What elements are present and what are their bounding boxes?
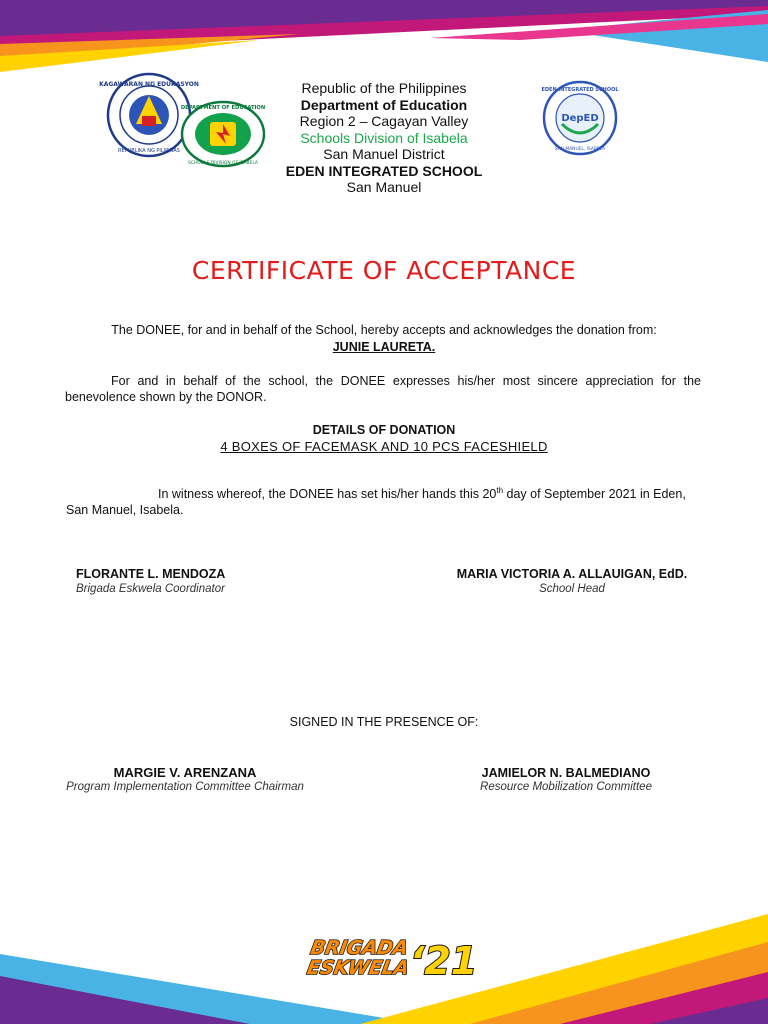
brigada-eskwela-logo (300, 930, 480, 990)
committee-chairman-name: MARGIE V. ARENZANA (113, 765, 257, 780)
letterhead-region: Region 2 – Cagayan Valley (299, 113, 469, 129)
brigada-logo-line2: ESKWELA (305, 956, 411, 979)
appreciation-paragraph: For and in behalf of the school, the DONEE expresses his/her most sincere appreciation for the benevolence shown by the DONOR. (65, 374, 701, 404)
brigada-logo-year: ‘21 (410, 939, 478, 983)
coordinator-role: Brigada Eskwela Coordinator (76, 583, 225, 595)
coordinator-name: FLORANTE L. MENDOZA (76, 567, 226, 581)
letterhead-division: Schools Division of Isabela (300, 129, 468, 146)
deped-seal-ring-text: KAGAWARAN NG EDUKASYON (99, 81, 199, 88)
details-heading: DETAILS OF DONATION (312, 423, 456, 437)
witness-text-line2: San Manuel, Isabela. (66, 503, 184, 518)
top-decorative-banner (0, 0, 768, 80)
division-seal-ring-text: DEPARTMENT OF EDUCATION (180, 105, 266, 111)
signed-in-presence-label: SIGNED IN THE PRESENCE OF: (289, 715, 479, 729)
letterhead-school-name: EDEN INTEGRATED SCHOOL (285, 162, 483, 179)
brigada-logo-line1: BRIGADA (308, 936, 410, 959)
letterhead (200, 80, 568, 196)
resource-committee-role: Resource Mobilization Committee (480, 781, 652, 793)
donor-name: JUNIE LAURETA. (332, 340, 436, 354)
school-head-role: School Head (539, 583, 605, 595)
details-text: 4 BOXES OF FACEMASK AND 10 PCS FACESHIELD (220, 439, 548, 454)
school-head-name: MARIA VICTORIA A. ALLAUIGAN, EdD. (456, 567, 688, 581)
division-seal-bottom-text: SCHOOLS DIVISION OF ISABELA (188, 161, 258, 166)
school-seal-bottom-text: SAN MANUEL, ISABELA (554, 147, 606, 152)
witness-text-after: day of September 2021 in Eden, (503, 487, 686, 502)
witness-text-before: In witness whereof, the DONEE has set his/her hands this 20 (158, 487, 497, 502)
deped-seal-bottom-text: REPUBLIKA NG PILIPINAS (118, 148, 180, 154)
acceptance-paragraph: The DONEE, for and in behalf of the School, hereby accepts and acknowledges the donation from: (111, 323, 657, 337)
witness-text-superscript: th (496, 486, 504, 495)
letterhead-town: San Manuel (346, 179, 422, 195)
school-seal-center-text: DepED (561, 113, 599, 124)
certificate-title: CERTIFICATE OF ACCEPTANCE (191, 256, 577, 285)
letterhead-department: Department of Education (300, 96, 468, 113)
letterhead-district: San Manuel District (323, 146, 445, 162)
resource-committee-name: JAMIELOR N. BALMEDIANO (481, 766, 651, 780)
witness-paragraph (66, 483, 706, 518)
letterhead-republic: Republic of the Philippines (301, 80, 467, 96)
school-seal-ring-text: EDEN INTEGRATED SCHOOL (541, 87, 619, 93)
committee-chairman-role: Program Implementation Committee Chairman (66, 781, 304, 793)
